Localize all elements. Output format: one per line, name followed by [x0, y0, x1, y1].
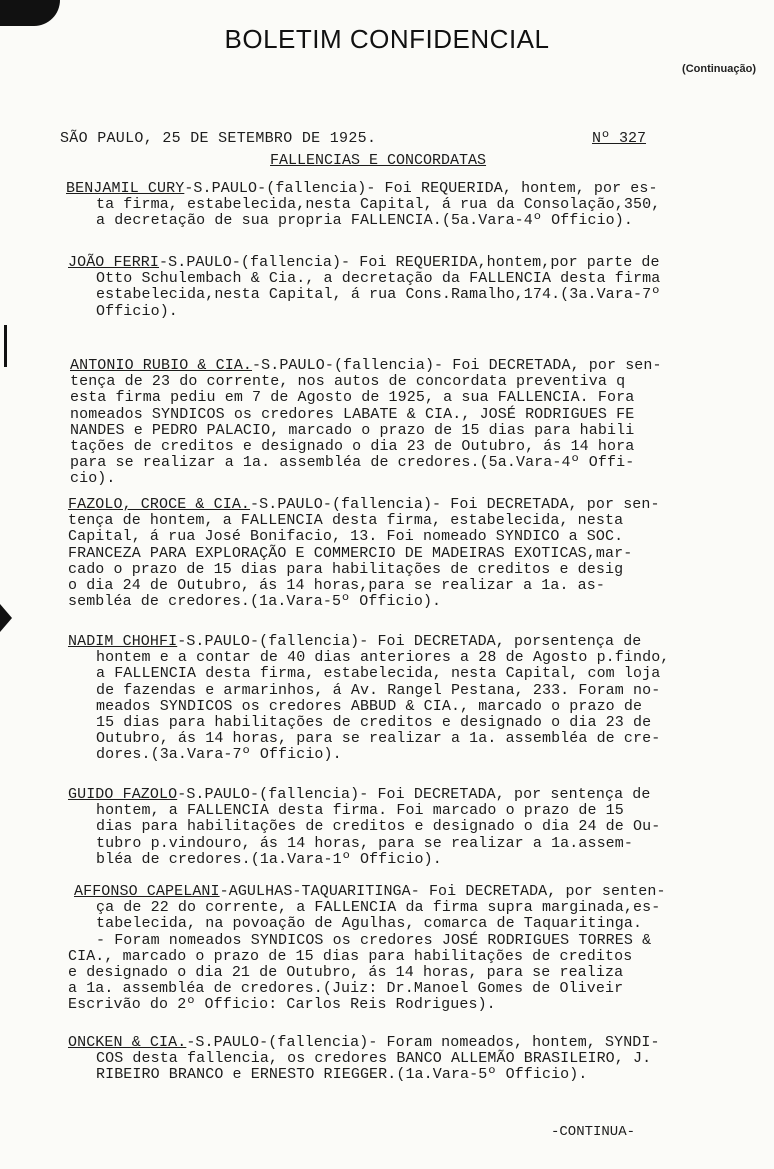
entry-line: Otto Schulembach & Cia., a decretação da FALLENCIA desta firma	[96, 270, 661, 288]
continuation-label: (Continuação)	[682, 63, 756, 75]
entry-guido-fazolo	[0, 787, 774, 868]
entry-line: de fazendas e armarinhos, á Av. Rangel Pestana, 233. Foram no-	[96, 681, 661, 699]
entry-line: dores.(3a.Vara-7º Officio).	[96, 746, 342, 764]
entry-line: bléa de credores.(1a.Vara-1º Officio).	[96, 850, 442, 868]
entry-nadim-chohfi	[0, 634, 774, 764]
entry-benjamil-cury	[0, 181, 774, 230]
entry-line: ta firma, estabelecida,nesta Capital, á rua da Consolação,350,	[96, 196, 661, 214]
entry-name: BENJAMIL CURY	[66, 180, 185, 197]
entry-line: tabelecida, na povoação de Agulhas, comarca de Taquaritinga.	[96, 915, 643, 933]
entry-line: a decretação de sua propria FALLENCIA.(5a.Vara-4º Officio).	[96, 212, 633, 230]
entry-line: -S.PAULO-(fallencia)- Foi REQUERIDA,hontem,por parte de	[159, 254, 660, 271]
entry-line: -AGULHAS-TAQUARITINGA- Foi DECRETADA, por senten-	[219, 883, 666, 900]
entry-name: AFFONSO CAPELANI	[74, 883, 220, 900]
entry-line: nomeados SYNDICOS os credores LABATE & CIA., JOSÉ RODRIGUES FE	[70, 405, 635, 423]
entry-line: cio).	[70, 470, 116, 488]
entry-line: -S.PAULO-(fallencia)- Foi DECRETADA, por sen-	[252, 357, 662, 374]
entry-line: -S.PAULO-(fallencia)- Foi DECRETADA, por sen-	[250, 496, 660, 513]
entry-line: - Foram nomeados SYNDICOS os credores JOSÉ RODRIGUES TORRES &	[96, 931, 652, 949]
entry-fazolo-croce	[0, 497, 774, 610]
entry-line: esta firma pediu em 7 de Agosto de 1925, a sua FALLENCIA. Fora	[70, 389, 635, 407]
entry-affonso-capelani	[0, 884, 774, 1014]
entry-antonio-rubio	[0, 358, 774, 488]
entry-line: tença de hontem, a FALLENCIA desta firma, estabelecida, nesta	[68, 512, 624, 530]
entry-line: a FALLENCIA desta firma, estabelecida, nesta Capital, com loja	[96, 665, 661, 683]
entry-line: NANDES e PEDRO PALACIO, marcado o prazo de 15 dias para habili	[70, 421, 635, 439]
entry-line: cado o prazo de 15 dias para habilitações de creditos e desig	[68, 560, 624, 578]
entry-name: GUIDO FAZOLO	[68, 786, 178, 803]
bulletin-number: Nº 327	[592, 130, 647, 147]
entry-line: Outubro, ás 14 horas, para se realizar a 1a. assembléa de cre-	[96, 730, 661, 748]
entry-line: -S.PAULO-(fallencia)- Foram nomeados, hontem, SYNDI-	[186, 1034, 660, 1051]
entry-line: tubro p.vindouro, ás 14 horas, para se realizar a 1a.assem-	[96, 834, 633, 852]
entry-line: tença de 23 do corrente, nos autos de concordata preventiva q	[70, 373, 626, 391]
entry-line: CIA., marcado o prazo de 15 dias para habilitações de creditos	[68, 947, 633, 965]
entry-line: hontem, a FALLENCIA desta firma. Foi marcado o prazo de 15	[96, 802, 624, 820]
entry-line: hontem e a contar de 40 dias anteriores a 28 de Agosto p.findo,	[96, 649, 670, 667]
entry-name: NADIM CHOHFI	[68, 633, 178, 650]
entry-line: COS desta fallencia, os credores BANCO ALLEMÃO BRASILEIRO, J.	[96, 1050, 652, 1068]
entry-joao-ferri	[0, 255, 774, 320]
entry-line: FRANCEZA PARA EXPLORAÇÃO E COMMERCIO DE MADEIRAS EXOTICAS,mar-	[68, 544, 633, 562]
entry-name: JOÃO FERRI	[68, 254, 160, 271]
continua-label: -CONTINUA-	[551, 1124, 636, 1140]
entry-line: dias para habilitações de creditos e designado o dia 24 de Ou-	[96, 818, 661, 836]
entry-line: -S.PAULO-(fallencia)- Foi DECRETADA, por sentença de	[177, 786, 651, 803]
dateline: SÃO PAULO, 25 DE SETEMBRO DE 1925.	[60, 130, 377, 147]
entry-line: -S.PAULO-(fallencia)- Foi DECRETADA, porsentença de	[177, 633, 642, 650]
entry-line: o dia 24 de Outubro, ás 14 horas,para se realizar a 1a. as-	[68, 577, 605, 595]
entry-line: -S.PAULO-(fallencia)- Foi REQUERIDA, hontem, por es-	[184, 180, 658, 197]
entry-line: 15 dias para habilitações de creditos e designado o dia 23 de	[96, 714, 652, 732]
entry-line: Capital, á rua José Bonifacio, 13. Foi nomeado SYNDICO a SOC.	[68, 528, 624, 546]
entry-line: a 1a. assembléa de credores.(Juiz: Dr.Manoel Gomes de Oliveir	[68, 980, 624, 998]
ink-blot	[0, 0, 60, 26]
entry-oncken	[0, 1035, 774, 1084]
page-title: BOLETIM CONFIDENCIAL	[224, 24, 550, 54]
entry-line: e designado o dia 21 de Outubro, ás 14 horas, para se realiza	[68, 964, 624, 982]
entry-line: tações de creditos e designado o dia 23 de Outubro, ás 14 hora	[70, 438, 635, 456]
entry-line: RIBEIRO BRANCO e ERNESTO RIEGGER.(1a.Vara-5º Officio).	[96, 1066, 588, 1084]
entry-line: Escrivão do 2º Officio: Carlos Reis Rodrigues).	[68, 996, 496, 1014]
section-subtitle: FALLENCIAS E CONCORDATAS	[270, 152, 487, 169]
entry-line: sembléa de credores.(1a.Vara-5º Officio).	[68, 593, 442, 611]
entry-name: ANTONIO RUBIO & CIA.	[70, 357, 253, 374]
entry-line: Officio).	[96, 302, 178, 320]
entry-line: estabelecida,nesta Capital, á rua Cons.Ramalho,174.(3a.Vara-7º	[96, 286, 661, 304]
entry-line: para se realizar a 1a. assembléa de credores.(5a.Vara-4º Offi-	[70, 454, 635, 472]
entry-line: ça de 22 do corrente, a FALLENCIA da firma supra marginada,es-	[96, 899, 661, 917]
entry-name: FAZOLO, CROCE & CIA.	[68, 496, 251, 513]
entry-name: ONCKEN & CIA.	[68, 1034, 187, 1051]
entry-line: meados SYNDICOS os credores ABBUD & CIA., marcado o prazo de	[96, 697, 643, 715]
